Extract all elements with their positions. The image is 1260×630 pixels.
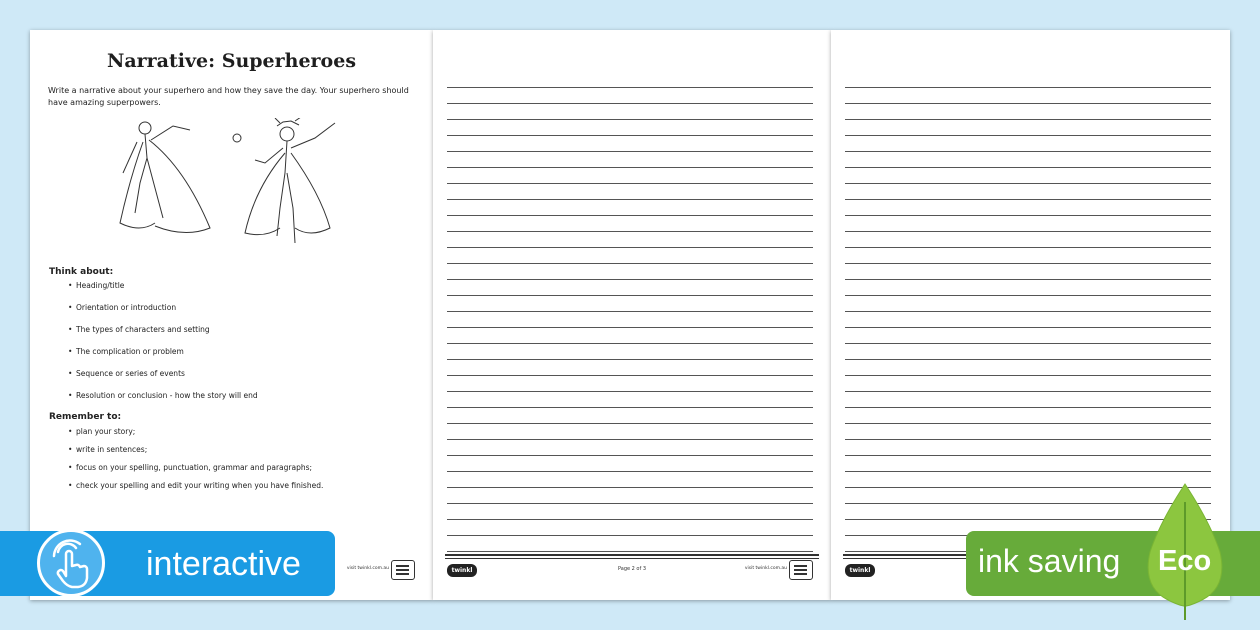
writing-line (447, 344, 813, 360)
list-item: • Sequence or series of events (68, 369, 258, 391)
writing-line (447, 264, 813, 280)
writing-lines (845, 72, 1211, 552)
writing-line (447, 72, 813, 88)
visit-url: visit twinkl.com.au (346, 566, 389, 571)
writing-line (447, 232, 813, 248)
superhero-illustrations (115, 118, 355, 288)
quality-badge-icon (391, 560, 415, 580)
writing-line (447, 184, 813, 200)
worksheet-page-2 (433, 30, 831, 600)
twinkl-logo: twinkl (447, 564, 477, 577)
think-about-heading: Think about: (49, 267, 114, 277)
writing-line (447, 360, 813, 376)
twinkl-logo: twinkl (845, 564, 875, 577)
eco-label: Eco (1158, 545, 1212, 577)
list-item: • Resolution or conclusion - how the story will end (68, 391, 258, 413)
remember-to-list (68, 427, 323, 499)
writing-line (845, 168, 1211, 184)
writing-line (845, 296, 1211, 312)
writing-line (447, 312, 813, 328)
writing-line (447, 376, 813, 392)
writing-line (845, 280, 1211, 296)
writing-line (845, 120, 1211, 136)
quality-badge-icon (789, 560, 813, 580)
writing-line (845, 264, 1211, 280)
writing-line (845, 456, 1211, 472)
writing-line (845, 184, 1211, 200)
writing-line (845, 360, 1211, 376)
writing-line (845, 344, 1211, 360)
writing-line (447, 536, 813, 552)
think-about-list (68, 281, 258, 413)
writing-line (447, 120, 813, 136)
writing-line (447, 216, 813, 232)
list-item: • check your spelling and edit your writing when you have finished. (68, 481, 323, 499)
writing-line (845, 200, 1211, 216)
writing-line (845, 232, 1211, 248)
writing-line (447, 200, 813, 216)
ink-saving-label: ink saving (978, 543, 1121, 579)
writing-line (447, 440, 813, 456)
writing-line (447, 168, 813, 184)
writing-line (447, 280, 813, 296)
writing-line (845, 440, 1211, 456)
worksheet-page-1 (30, 30, 433, 600)
writing-line (447, 104, 813, 120)
page-number: Page 2 of 3 (617, 566, 647, 572)
writing-line (845, 136, 1211, 152)
writing-line (845, 408, 1211, 424)
writing-line (845, 104, 1211, 120)
writing-line (845, 152, 1211, 168)
footer-divider (445, 558, 819, 559)
list-item: • The complication or problem (68, 347, 258, 369)
list-item: • Orientation or introduction (68, 303, 258, 325)
writing-line (845, 424, 1211, 440)
instructions-text: Write a narrative about your superhero and how they save the day. Your superhero should have amazing superpowers. (48, 86, 409, 107)
writing-line (447, 248, 813, 264)
writing-line (845, 376, 1211, 392)
writing-line (447, 88, 813, 104)
writing-line (447, 296, 813, 312)
writing-line (845, 248, 1211, 264)
hand-tap-icon (37, 529, 105, 597)
writing-line (447, 152, 813, 168)
writing-line (845, 72, 1211, 88)
list-item: • The types of characters and setting (68, 325, 258, 347)
list-item: • focus on your spelling, punctuation, grammar and paragraphs; (68, 463, 323, 481)
footer-divider (445, 554, 819, 556)
interactive-banner (0, 531, 335, 596)
writing-line (447, 408, 813, 424)
writing-line (447, 456, 813, 472)
writing-line (447, 472, 813, 488)
page-title: Narrative: Superheroes (106, 50, 357, 72)
writing-line (447, 136, 813, 152)
writing-line (845, 216, 1211, 232)
interactive-label: interactive (146, 545, 301, 583)
writing-line (447, 488, 813, 504)
remember-to-heading: Remember to: (49, 412, 122, 422)
list-item: • write in sentences; (68, 445, 323, 463)
writing-lines (447, 72, 813, 552)
writing-line (447, 504, 813, 520)
visit-url: visit twinkl.com.au (744, 566, 787, 571)
writing-line (447, 424, 813, 440)
writing-line (447, 328, 813, 344)
writing-line (447, 520, 813, 536)
list-item: • plan your story; (68, 427, 323, 445)
writing-line (845, 328, 1211, 344)
list-item: • Heading/title (68, 281, 258, 303)
writing-line (447, 392, 813, 408)
writing-line (845, 312, 1211, 328)
writing-line (845, 88, 1211, 104)
writing-line (845, 392, 1211, 408)
